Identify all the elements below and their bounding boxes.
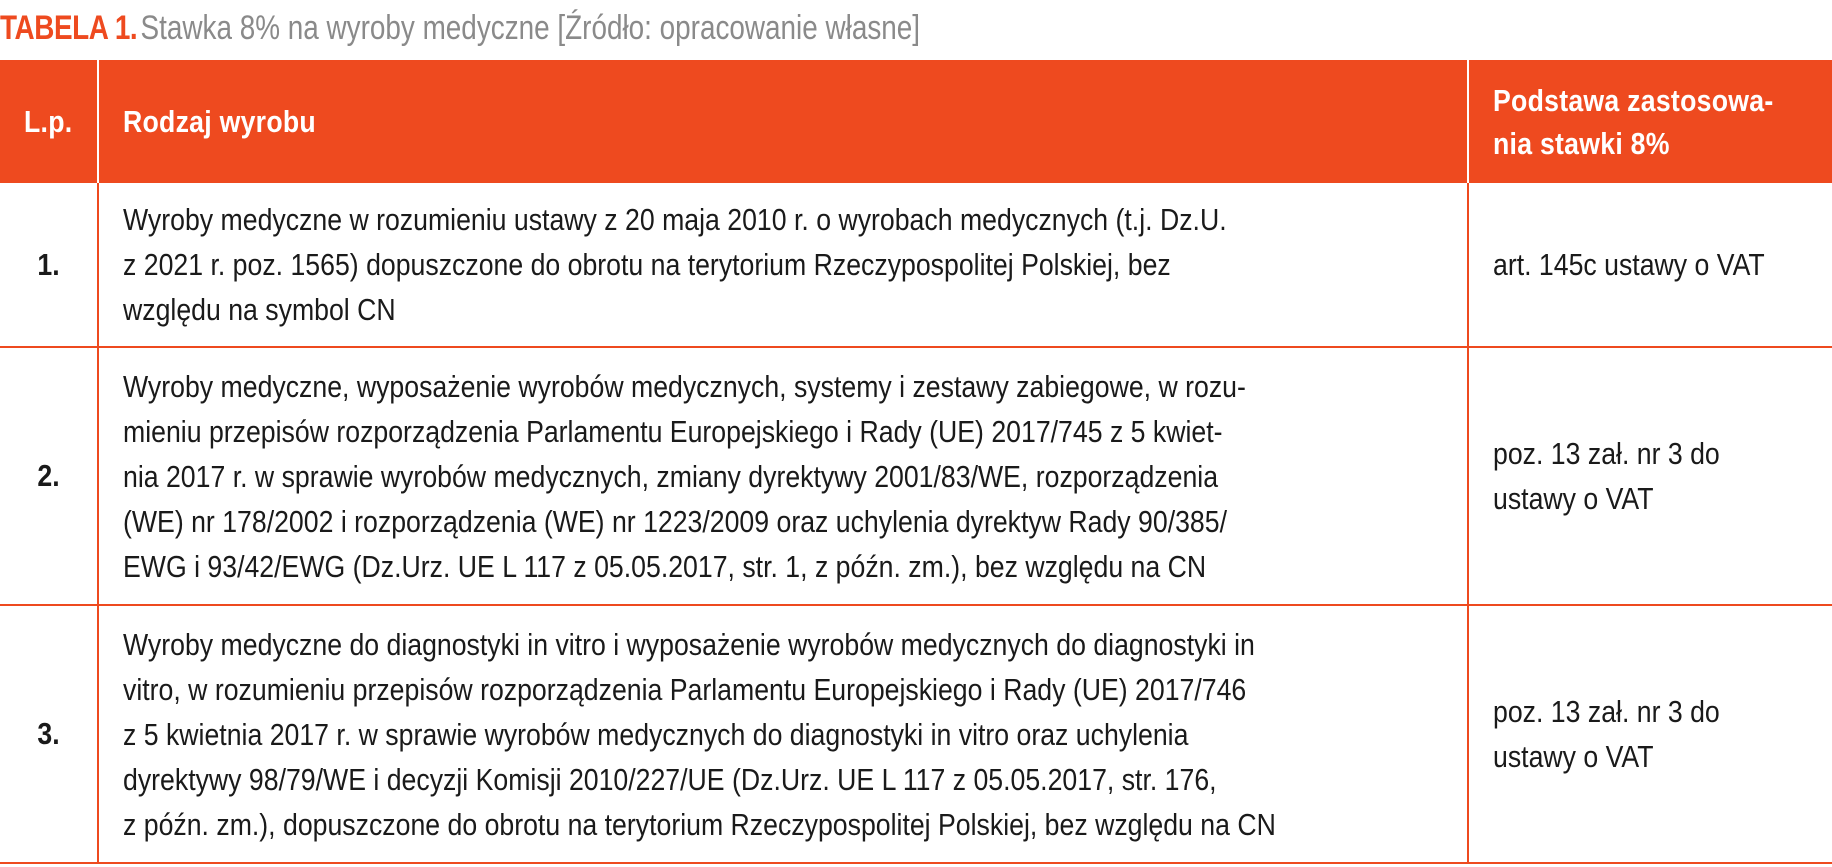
product-description: [123, 622, 1279, 847]
header-basis: [1468, 60, 1832, 183]
header-product: [98, 60, 1468, 183]
legal-basis: [1493, 242, 1785, 287]
cell-basis: [1468, 183, 1832, 347]
table-row: [0, 347, 1832, 605]
header-row: [0, 60, 1832, 183]
cell-product: [98, 183, 1468, 347]
row-number: 2.: [37, 458, 60, 493]
legal-basis: [1493, 431, 1785, 521]
header-basis-label-line2: nia stawki 8%: [1493, 125, 1670, 161]
header-product-label: Rodzaj wyrobu: [123, 104, 316, 139]
product-description: [123, 364, 1279, 589]
header-basis-label-line1: Podstawa zastosowa-: [1493, 82, 1774, 118]
cell-basis: [1468, 605, 1832, 863]
product-line: mieniu przepisów rozporządzenia Parlamentu Europejskiego i Rady (UE) 2017/745 z 5 kwiet-: [123, 413, 1223, 449]
caption-label: TABELA 1.: [0, 9, 138, 47]
product-line: dyrektywy 98/79/WE i decyzji Komisji 2010/227/UE (Dz.Urz. UE L 117 z 05.05.2017, str. 176,: [123, 761, 1217, 797]
product-line: Wyroby medyczne do diagnostyki in vitro i wyposażenie wyrobów medycznych do diagnostyki in: [123, 626, 1255, 662]
cell-lp: [0, 347, 98, 605]
table-header: [0, 60, 1832, 183]
product-line: Wyroby medyczne w rozumieniu ustawy z 20 maja 2010 r. o wyrobach medycznych (t.j. Dz.U.: [123, 202, 1227, 237]
legal-basis: [1493, 689, 1785, 779]
row-number: 1.: [37, 246, 60, 282]
header-lp-label: L.p.: [24, 104, 73, 139]
cell-lp: [0, 183, 98, 347]
basis-line: ustawy o VAT: [1493, 739, 1654, 774]
product-line: z późn. zm.), dopuszczone do obrotu na terytorium Rzeczypospolitej Polskiej, bez względu na CN: [123, 806, 1276, 842]
product-line: (WE) nr 178/2002 i rozporządzenia (WE) nr 1223/2009 oraz uchylenia dyrektyw Rady 90/385/: [123, 503, 1227, 539]
cell-product: [98, 347, 1468, 605]
product-line: z 5 kwietnia 2017 r. w sprawie wyrobów medycznych do diagnostyki in vitro oraz uchylenia: [123, 716, 1189, 752]
caption-text: Stawka 8% na wyroby medyczne [Źródło: opracowanie własne]: [140, 9, 921, 47]
product-description: [123, 197, 1279, 332]
product-line: względu na symbol CN: [123, 292, 396, 327]
cell-basis: [1468, 347, 1832, 605]
product-line: z 2021 r. poz. 1565) dopuszczone do obrotu na terytorium Rzeczypospolitej Polskiej, bez: [123, 247, 1171, 282]
basis-line: poz. 13 zał. nr 3 do: [1493, 436, 1720, 471]
row-number: 3.: [37, 716, 60, 751]
product-line: vitro, w rozumieniu przepisów rozporządzenia Parlamentu Europejskiego i Rady (UE) 2017/746: [123, 671, 1247, 707]
vat-rate-table: [0, 60, 1832, 864]
header-lp: [0, 60, 98, 183]
basis-line: poz. 13 zał. nr 3 do: [1493, 694, 1720, 729]
basis-line: ustawy o VAT: [1493, 481, 1654, 516]
cell-lp: [0, 605, 98, 863]
table-caption: [0, 4, 920, 52]
table-row: [0, 605, 1832, 863]
product-line: nia 2017 r. w sprawie wyrobów medycznych, zmiany dyrektywy 2001/83/WE, rozporządzenia: [123, 458, 1219, 494]
product-line: EWG i 93/42/EWG (Dz.Urz. UE L 117 z 05.05.2017, str. 1, z późn. zm.), bez względu na CN: [123, 548, 1207, 584]
basis-line: art. 145c ustawy o VAT: [1493, 247, 1765, 282]
product-line: Wyroby medyczne, wyposażenie wyrobów medycznych, systemy i zestawy zabiegowe, w rozu-: [123, 368, 1246, 404]
table-body: [0, 183, 1832, 863]
table-row: [0, 183, 1832, 347]
cell-product: [98, 605, 1468, 863]
